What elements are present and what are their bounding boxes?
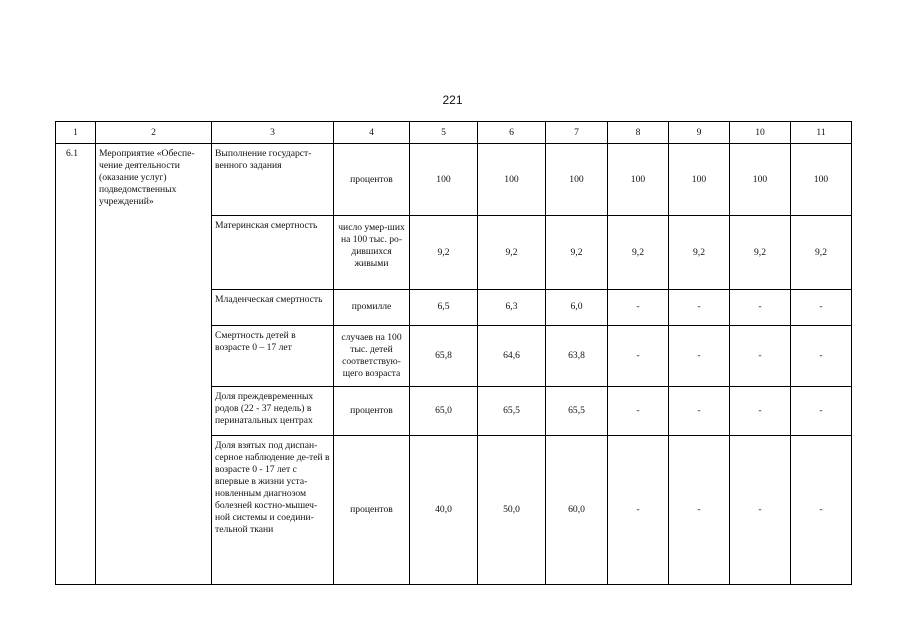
value-cell: -	[730, 387, 791, 436]
value-cell: 63,8	[546, 325, 608, 386]
value-cell: 64,6	[478, 325, 546, 386]
value-cell: -	[608, 325, 669, 386]
value-cell: 100	[730, 144, 791, 216]
value-cell: -	[669, 325, 730, 386]
value-cell: -	[669, 387, 730, 436]
value-cell: 9,2	[669, 216, 730, 289]
header-cell: 9	[669, 122, 730, 144]
value-cell: -	[791, 289, 852, 325]
value-cell: 6,3	[478, 289, 546, 325]
value-cell: 100	[478, 144, 546, 216]
value-cell: 65,0	[410, 387, 478, 436]
value-cell: -	[730, 289, 791, 325]
value-cell: 65,5	[478, 387, 546, 436]
header-cell: 2	[96, 122, 212, 144]
header-cell: 8	[608, 122, 669, 144]
value-cell: 65,8	[410, 325, 478, 386]
unit-cell: промилле	[334, 289, 410, 325]
header-cell: 5	[410, 122, 478, 144]
unit-cell: процентов	[334, 144, 410, 216]
indicator-cell: Доля взятых под диспан-серное наблюдение де-тей в возрасте 0 - 17 лет с впервые в жизни уста-новленным диагнозом болезней костно-мышеч-ной системы и соедини-тельной ткани	[212, 436, 334, 585]
value-cell: 40,0	[410, 436, 478, 585]
value-cell: 60,0	[546, 436, 608, 585]
page-number: 221	[442, 93, 463, 107]
value-cell: 65,5	[546, 387, 608, 436]
header-cell: 6	[478, 122, 546, 144]
unit-cell: число умер-ших на 100 тыс. ро-дившихся живыми	[334, 216, 410, 289]
unit-cell: процентов	[334, 436, 410, 585]
header-cell: 3	[212, 122, 334, 144]
value-cell: 100	[410, 144, 478, 216]
value-cell: -	[608, 289, 669, 325]
value-cell: -	[791, 436, 852, 585]
measure-cell: Мероприятие «Обеспе-чение деятельности (оказание услуг) подведомственных учреждений»	[96, 144, 212, 585]
value-cell: 9,2	[791, 216, 852, 289]
header-row	[56, 122, 852, 144]
value-cell: -	[669, 289, 730, 325]
value-cell: 50,0	[478, 436, 546, 585]
header-cell: 11	[791, 122, 852, 144]
unit-cell: случаев на 100 тыс. детей соответствую-щего возраста	[334, 325, 410, 386]
indicators-table	[55, 121, 852, 585]
header-cell: 7	[546, 122, 608, 144]
unit-cell: процентов	[334, 387, 410, 436]
section-id-cell: 6.1	[56, 144, 96, 585]
value-cell: -	[608, 387, 669, 436]
indicator-cell: Смертность детей в возрасте 0 – 17 лет	[212, 325, 334, 386]
value-cell: 9,2	[730, 216, 791, 289]
header-cell: 10	[730, 122, 791, 144]
value-cell: 9,2	[546, 216, 608, 289]
value-cell: 6,0	[546, 289, 608, 325]
header-cell: 4	[334, 122, 410, 144]
value-cell: -	[791, 387, 852, 436]
value-cell: 9,2	[478, 216, 546, 289]
value-cell: 6,5	[410, 289, 478, 325]
value-cell: 9,2	[410, 216, 478, 289]
indicator-cell: Материнская смертность	[212, 216, 334, 289]
value-cell: 9,2	[608, 216, 669, 289]
value-cell: 100	[608, 144, 669, 216]
value-cell: -	[730, 325, 791, 386]
value-cell: -	[730, 436, 791, 585]
header-cell: 1	[56, 122, 96, 144]
value-cell: -	[608, 436, 669, 585]
indicator-cell: Доля преждевременных родов (22 - 37 недель) в перинатальных центрах	[212, 387, 334, 436]
value-cell: 100	[791, 144, 852, 216]
value-cell: 100	[669, 144, 730, 216]
value-cell: -	[669, 436, 730, 585]
value-cell: 100	[546, 144, 608, 216]
indicator-cell: Выполнение государст-венного задания	[212, 144, 334, 216]
table-row	[56, 144, 852, 216]
value-cell: -	[791, 325, 852, 386]
indicator-cell: Младенческая смертность	[212, 289, 334, 325]
